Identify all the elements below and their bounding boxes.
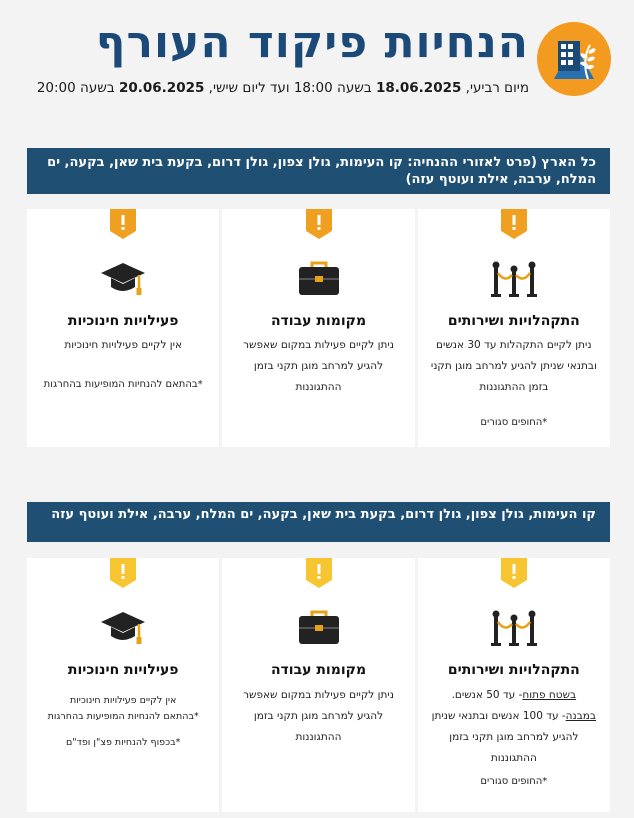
subtitle-mid: בשעה 18:00 ועד ליום שישי, xyxy=(204,80,376,96)
home-front-command-logo xyxy=(537,22,611,96)
card-note: *בהתאם להנחיות המופיעות בהחרגות xyxy=(47,711,199,722)
card-body: ניתן לקיים פעילות במקום שאפשר להגיע למרחב מוגן תקני בזמן ההתגוננות xyxy=(243,689,394,743)
card-education xyxy=(27,558,219,812)
card-body xyxy=(426,685,602,769)
date-range xyxy=(9,78,529,98)
card-work xyxy=(222,558,414,812)
building-label: במבנה xyxy=(565,710,596,722)
section2-banner: קו העימות, גולן צפון, גולן דרום, בקעת בית שאן, בקעה, ים המלח, ערבה, אילת ועוטף עזה xyxy=(27,502,610,542)
card-note: *החופים סגורים xyxy=(480,776,548,787)
section1-cards xyxy=(27,209,610,447)
card-work xyxy=(222,209,414,447)
card-title: מקומות עבודה xyxy=(270,662,367,678)
stanchion-rope-icon xyxy=(490,259,538,299)
card-title: מקומות עבודה xyxy=(270,313,367,329)
end-date: 20.06.2025 xyxy=(118,80,205,96)
card-body: ניתן לקיים התקהלות עד 30 אנשים ובתנאי שניתן להגיע למרחב מוגן תקני בזמן ההתגוננות xyxy=(430,339,597,393)
briefcase-icon xyxy=(295,608,343,648)
section1-banner: כל הארץ (פרט לאזורי ההנחיה: קו העימות, גולן צפון, גולן דרום, בקעת בית שאן, בקעה, ים המלח, ערבה, אילת ועוטף עזה) xyxy=(27,148,610,194)
warning-badge-icon xyxy=(501,558,527,588)
building-text: - עד 100 אנשים ובתנאי שניתן להגיע למרחב מוגן תקני בזמן ההתגוננות xyxy=(431,710,579,764)
graduation-cap-icon xyxy=(99,608,147,648)
warning-badge-icon xyxy=(501,209,527,239)
header xyxy=(0,0,634,110)
start-date: 18.06.2025 xyxy=(375,80,462,96)
open-area-text: - עד 50 אנשים. xyxy=(451,689,523,701)
stanchion-rope-icon xyxy=(490,608,538,648)
warning-badge-icon xyxy=(306,558,332,588)
building-leaf-icon xyxy=(544,29,604,89)
card-title: התקהלויות ושירותים xyxy=(447,313,580,329)
briefcase-icon xyxy=(295,259,343,299)
card-body: אין לקיים פעילויות חינוכיות xyxy=(69,695,177,706)
card-note: *בהתאם להנחיות המופיעות בהחרגות xyxy=(43,379,203,390)
open-area-label: בשטח פתוח xyxy=(522,689,577,701)
section2-cards xyxy=(27,558,610,812)
subtitle-suffix: בשעה 20:00 xyxy=(36,80,119,96)
warning-badge-icon xyxy=(110,558,136,588)
card-gatherings xyxy=(418,558,610,812)
card-title: פעילויות חינוכיות xyxy=(67,662,179,678)
graduation-cap-icon xyxy=(99,259,147,299)
card-education xyxy=(27,209,219,447)
warning-badge-icon xyxy=(110,209,136,239)
card-body: ניתן לקיים פעילות במקום שאפשר להגיע למרחב מוגן תקני בזמן ההתגוננות xyxy=(243,339,394,393)
card-body: אין לקיים פעילויות חינוכיות xyxy=(64,339,183,351)
card-note: *בכפוף להנחיות פצ"ן ופד"ם xyxy=(65,737,181,748)
card-note: *החופים סגורים xyxy=(480,417,548,428)
card-title: התקהלויות ושירותים xyxy=(447,662,580,678)
card-gatherings xyxy=(418,209,610,447)
warning-badge-icon xyxy=(306,209,332,239)
card-title: פעילויות חינוכיות xyxy=(67,313,179,329)
subtitle-prefix: מיום רביעי, xyxy=(461,80,529,96)
page-title: הנחיות פיקוד העורף xyxy=(95,17,529,68)
